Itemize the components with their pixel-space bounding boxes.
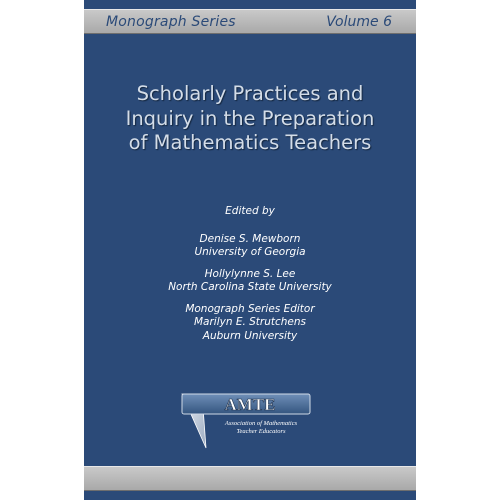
editor-1-name: Denise S. Mewborn: [199, 232, 301, 245]
amte-letters: AMTE: [224, 395, 276, 414]
book-cover: [84, 0, 416, 500]
book-title: [84, 82, 416, 156]
amte-logo-caption: [210, 420, 312, 436]
series-strip: [84, 9, 416, 34]
amte-caption-line-2: Teacher Educators: [236, 428, 286, 435]
editor-1-affiliation: University of Georgia: [194, 246, 306, 258]
title-line-3: of Mathematics Teachers: [128, 131, 372, 154]
series-editor-affiliation: Auburn University: [202, 329, 298, 342]
amte-logo: [180, 390, 312, 452]
series-editor-role: Monograph Series Editor: [185, 302, 315, 315]
amte-caption-line-1: Association of Mathematics: [224, 420, 298, 427]
credits-block: [84, 205, 416, 343]
editor-2-name: Hollylynne S. Lee: [204, 267, 296, 280]
editor-2-affiliation: North Carolina State University: [168, 281, 332, 293]
series-editor-name: Marilyn E. Strutchens: [193, 316, 307, 328]
series-label: Monograph Series: [106, 14, 236, 30]
top-band: [84, 0, 416, 44]
volume-label: Volume 6: [326, 14, 392, 30]
title-line-1: Scholarly Practices and: [136, 82, 364, 105]
bottom-band: [84, 466, 416, 491]
edited-by-label: Edited by: [225, 205, 275, 217]
title-line-2: Inquiry in the Preparation: [125, 106, 375, 130]
